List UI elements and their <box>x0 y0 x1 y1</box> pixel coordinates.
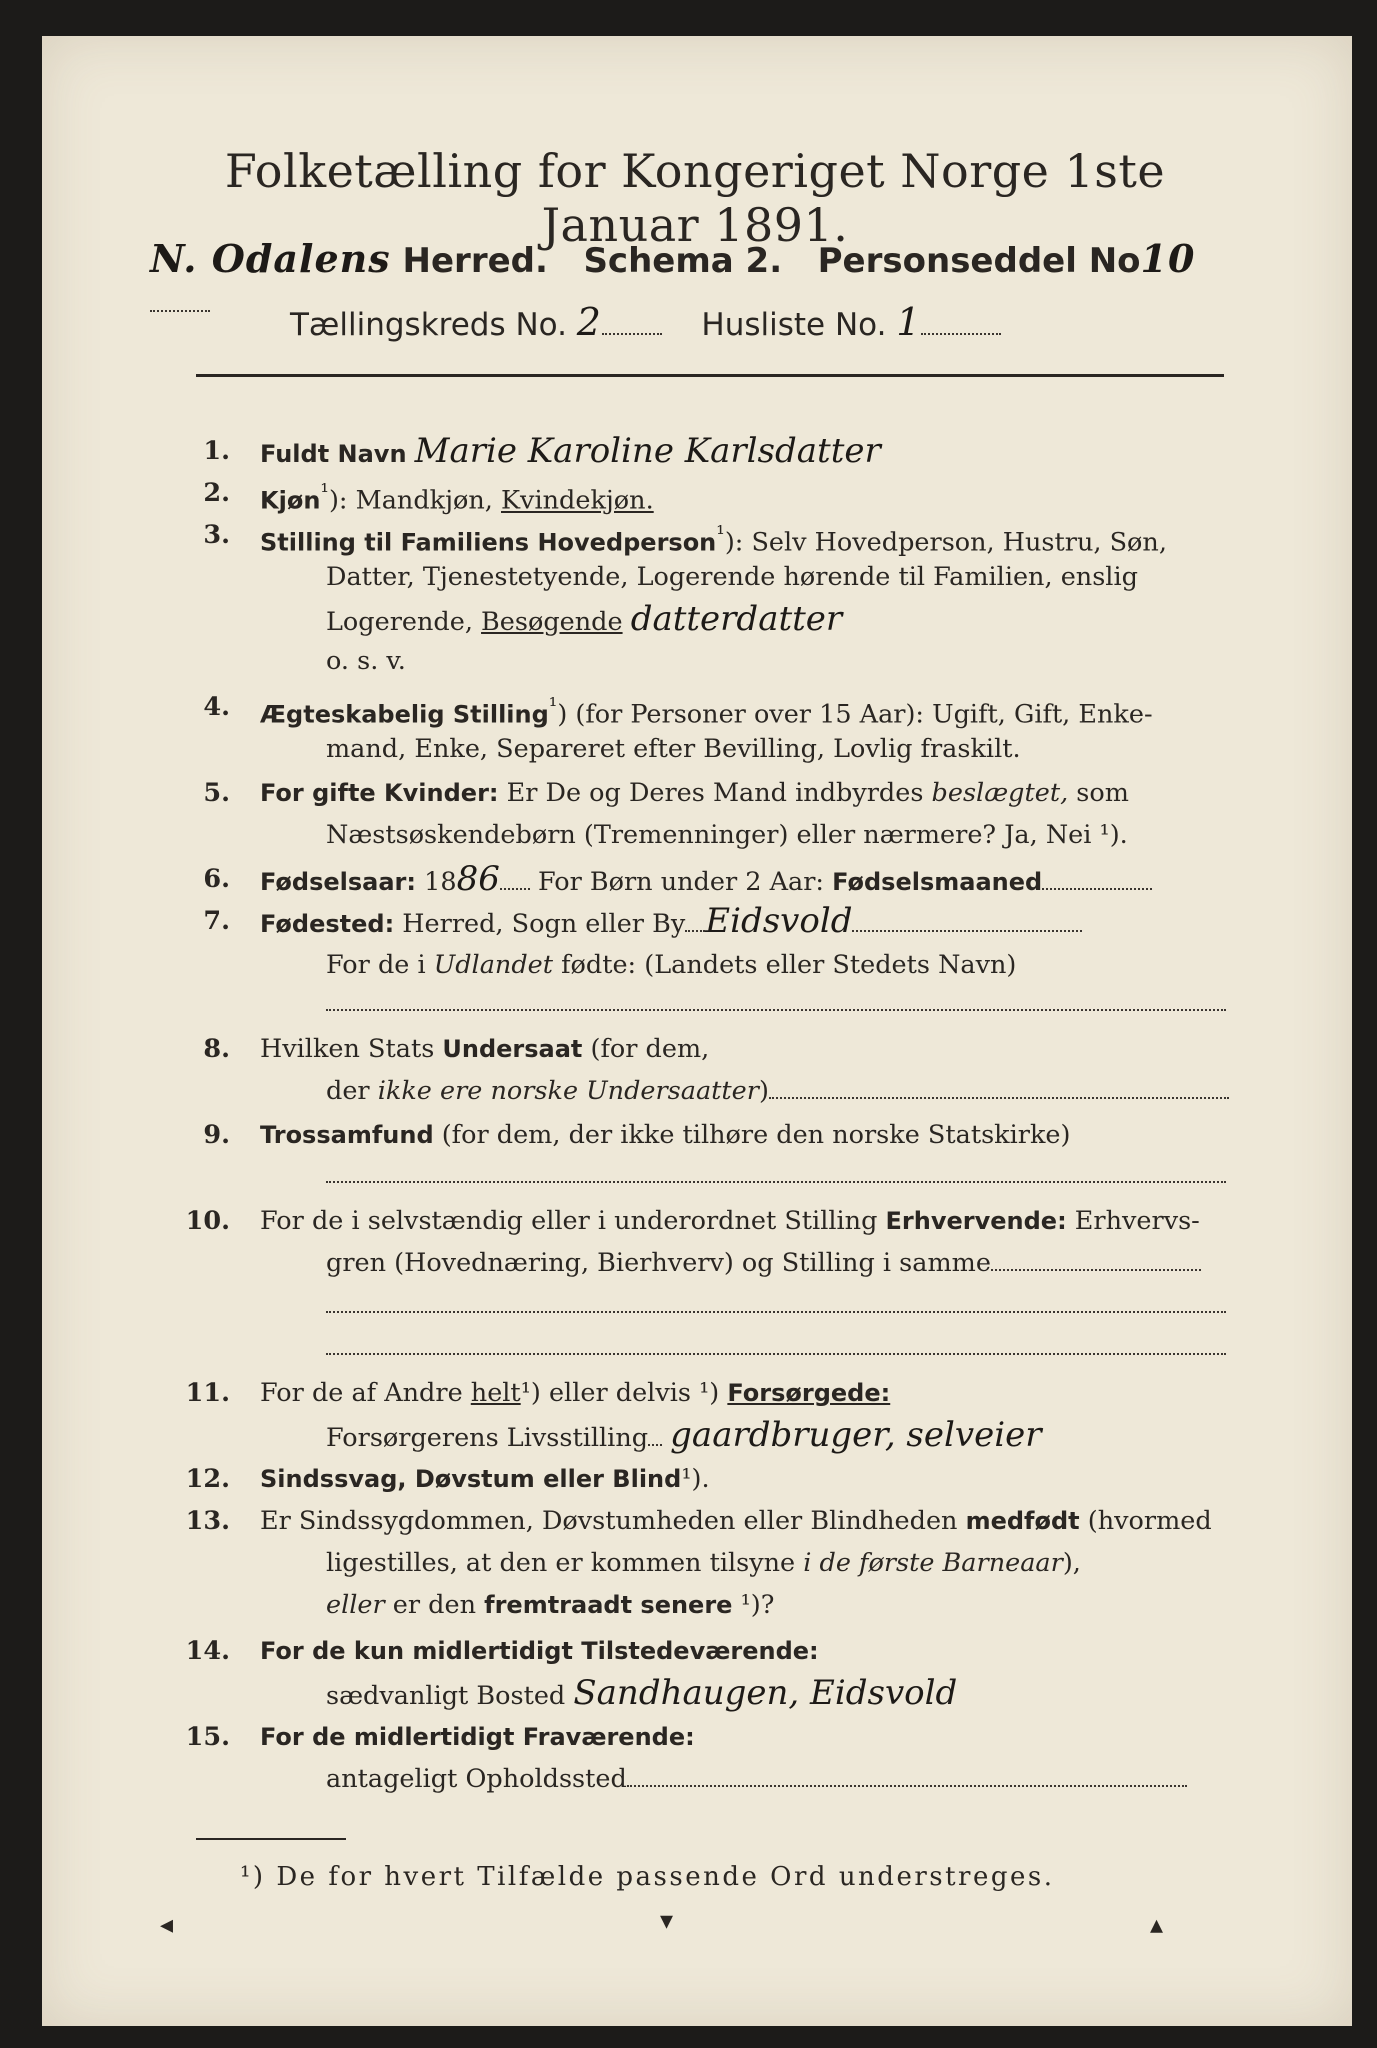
item-number: 14. <box>185 1636 230 1666</box>
husliste-value: 1 <box>896 300 922 344</box>
item-label: Forsørgede: <box>727 1379 891 1407</box>
item-text: o. s. v. <box>326 646 406 676</box>
item-text: Næstsøskendebørn (Tremenninger) eller nærmere? Ja, Nei ¹). <box>326 820 1128 850</box>
herred-label: Herred. <box>402 241 548 281</box>
item-text: mand, Enke, Separeret efter Bevilling, Lovlig fraskilt. <box>326 734 1021 764</box>
item-number: 13. <box>185 1506 230 1536</box>
item-label: fremtraadt senere <box>484 1591 733 1619</box>
footnote-rule <box>196 1838 346 1840</box>
item-label: Stilling til Familiens Hovedperson <box>260 528 717 557</box>
husliste-label: Husliste No. <box>701 307 887 343</box>
item-label: Erhvervende: <box>885 1207 1067 1235</box>
item-text: ): Selv Hovedperson, Hustru, Søn, <box>724 527 1167 558</box>
item-text: Datter, Tjenestetyende, Logerende hørende til Familien, enslig <box>326 562 1138 592</box>
item-label: Fuldt Navn <box>260 440 407 468</box>
item-text: For de i <box>326 950 426 980</box>
item-label: For gifte Kvinder: <box>260 779 499 807</box>
footnote-ref: ¹ <box>548 694 558 719</box>
item-text: som <box>1076 778 1129 808</box>
item-text: Logerende, <box>326 607 473 637</box>
item-text: Er Sindssygdommen, Døvstumheden eller Blindheden <box>260 1506 958 1536</box>
item-text: (for dem, <box>590 1034 710 1064</box>
item-text: ) (for Personer over 15 Aar): Ugift, Gift, Enke- <box>557 699 1153 730</box>
schema-label: Schema 2. <box>583 241 783 281</box>
item-number: 1. <box>203 436 230 466</box>
item-number: 7. <box>203 906 230 936</box>
item-text: ¹)? <box>740 1590 775 1620</box>
item-text: Herred, Sogn eller By <box>402 909 686 939</box>
item-label: Fødselsmaaned <box>832 868 1043 896</box>
item-label: Undersaat <box>442 1035 583 1063</box>
item-text: (for dem, der ikke tilhøre den norske Statskirke) <box>441 1120 1071 1150</box>
item-number: 8. <box>203 1034 230 1064</box>
item-label: Kjøn <box>260 486 321 515</box>
item-label: Fødested: <box>260 910 395 938</box>
item-number: 12. <box>185 1464 230 1494</box>
kreds-value: 2 <box>576 300 602 344</box>
corner-mark-left: ◂ <box>160 1910 174 1940</box>
item-text: ), <box>1062 1548 1081 1578</box>
kreds-label: Tællingskreds No. <box>290 307 567 343</box>
item-text: (hvormed <box>1087 1506 1212 1536</box>
birth-year-value: 86 <box>456 859 500 899</box>
item-number: 2. <box>203 478 230 508</box>
item-number: 10. <box>185 1206 230 1236</box>
item-text: For Børn under 2 Aar: <box>537 867 824 897</box>
item-text: fødte: (Landets eller Stedets Navn) <box>561 950 1017 980</box>
personseddel-label: Personseddel No <box>817 241 1141 281</box>
year-prefix: 18 <box>424 867 457 897</box>
item-text: Hvilken Stats <box>260 1034 435 1064</box>
header-line-kreds <box>150 300 1240 344</box>
item-text: er den <box>392 1590 477 1620</box>
personseddel-value: 10 <box>1140 236 1196 281</box>
usual-residence-value: Sandhaugen, Eidsvold <box>573 1673 958 1713</box>
item-text: Er De og Deres Mand indbyrdes <box>506 778 924 808</box>
item-text: antageligt Opholdssted <box>326 1764 627 1794</box>
item-label: Sindssvag, Døvstum eller Blind <box>260 1465 682 1493</box>
item-label: Ægteskabelig Stilling <box>260 700 549 729</box>
item-label: Trossamfund <box>260 1121 434 1149</box>
corner-mark-right: ▴ <box>1150 1910 1164 1940</box>
item-number: 4. <box>203 692 230 722</box>
footnote-ref: ¹ <box>320 480 329 505</box>
item-number: 6. <box>203 864 230 894</box>
herred-value: N. Odalens <box>150 236 391 281</box>
item-label: medfødt <box>965 1507 1080 1535</box>
form-title: Folketælling for Kongeriget Norge 1ste Januar 1891. <box>224 144 1166 252</box>
item-text: ligestilles, at den er kommen tilsyne <box>326 1548 796 1578</box>
item-number: 11. <box>185 1378 230 1408</box>
footnote: ¹) De for hvert Tilfælde passende Ord understreges. <box>240 1862 1055 1892</box>
item-text: sædvanligt Bosted <box>326 1681 566 1711</box>
header-rule <box>196 374 1224 377</box>
item-number: 15. <box>185 1722 230 1752</box>
item-text-italic: eller <box>326 1590 385 1620</box>
underlined-option: helt <box>470 1378 521 1408</box>
item-number: 3. <box>203 520 230 550</box>
item-label: For de kun midlertidigt Tilstedeværende: <box>260 1637 819 1665</box>
item-label: For de midlertidigt Fraværende: <box>260 1723 695 1751</box>
family-position-value: datterdatter <box>630 599 843 639</box>
item-text-italic: ikke ere norske Undersaatter <box>377 1076 759 1106</box>
item-text: ¹) eller delvis ¹) <box>520 1378 720 1408</box>
corner-mark-center: ▾ <box>660 1906 674 1936</box>
item-text: For de af Andre <box>260 1378 463 1408</box>
item-text: ¹). <box>681 1464 710 1494</box>
item-number: 9. <box>203 1120 230 1150</box>
item-text: der <box>326 1076 370 1106</box>
full-name-value: Marie Karoline Karlsdatter <box>414 431 881 471</box>
item-text-italic: beslægtet, <box>931 778 1069 808</box>
item-text: Erhvervs- <box>1074 1206 1200 1236</box>
item-text: ): Mandkjøn, <box>328 485 493 516</box>
item-number: 5. <box>203 778 230 808</box>
item-label: Fødselsaar: <box>260 868 416 896</box>
item-text-italic: Udlandet <box>433 950 553 980</box>
item-text: Forsørgerens Livsstilling <box>326 1423 649 1453</box>
item-text-italic: i de første Barneaar <box>803 1548 1063 1578</box>
underlined-option: Kvindekjøn. <box>501 485 654 516</box>
underlined-option: Besøgende <box>481 607 623 637</box>
birthplace-value: Eidsvold <box>705 901 853 941</box>
item-text: For de i selvstændig eller i underordnet Stilling <box>260 1206 878 1236</box>
footnote-ref: ¹ <box>716 522 725 547</box>
item-text: gren (Hovednæring, Bierhverv) og Stilling i samme <box>326 1248 991 1278</box>
provider-occupation-value: gaardbruger, selveier <box>670 1415 1042 1455</box>
